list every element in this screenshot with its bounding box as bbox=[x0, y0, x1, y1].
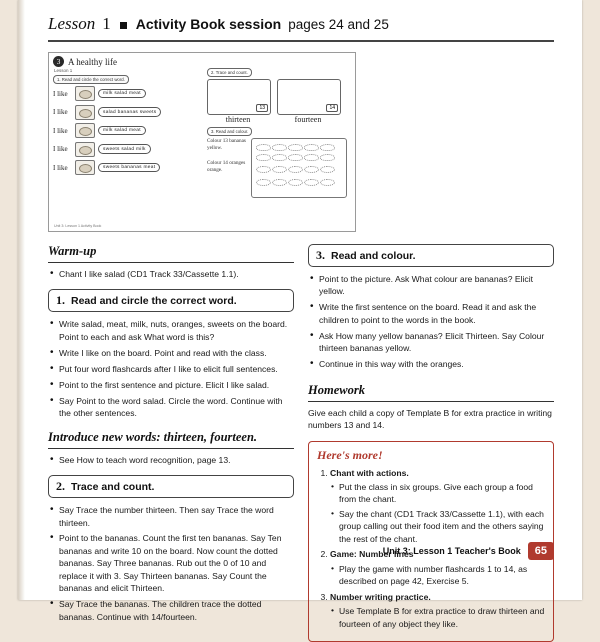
facsimile-task-3: 3. Read and colour. bbox=[207, 127, 252, 136]
step-2-list bbox=[48, 504, 294, 623]
right-column bbox=[308, 244, 554, 642]
list-item bbox=[53, 105, 203, 120]
list-item-text: Say Trace the bananas. The children trace the dotted bananas. Continue with 14/fourteen. bbox=[59, 599, 262, 622]
list-item bbox=[330, 591, 545, 630]
activity-book-facsimile bbox=[48, 52, 356, 232]
word-options: sweets bananas meat bbox=[98, 163, 160, 172]
step-3-list bbox=[308, 273, 554, 371]
list-item-text: Ask How many yellow bananas? Elicit Thirteen. Say Colour thirteen bananas yellow. bbox=[319, 330, 545, 354]
list-item bbox=[319, 330, 554, 355]
divider bbox=[48, 448, 294, 449]
step-title: Read and colour. bbox=[331, 250, 416, 262]
list-item bbox=[319, 273, 554, 298]
step-title: Read and circle the correct word. bbox=[71, 295, 237, 308]
step-1-header bbox=[48, 289, 294, 312]
list-item bbox=[339, 563, 545, 588]
facsimile-right-panel bbox=[207, 68, 347, 198]
orange-outline-icon bbox=[304, 166, 319, 173]
banana-outline-icon bbox=[256, 154, 271, 161]
list-item bbox=[53, 86, 203, 101]
page-footer-label: Unit 3: Lesson 1 Teacher's Book bbox=[382, 546, 521, 556]
banana-outline-icon bbox=[304, 154, 319, 161]
orange-outline-icon bbox=[256, 179, 271, 186]
list-item bbox=[59, 268, 294, 280]
list-item-text: Point to the bananas. Count the first ten bananas. Say Ten bananas and write 10 on the board. Now count the dotted bananas. Say Three bananas. Rub out the 0 of 10 and replace it with 3. Say Thirteen bananas. Say Count the bananas and elicit Thirteen. bbox=[59, 533, 282, 594]
food-picture-icon bbox=[75, 123, 95, 138]
list-item-text: Write the first sentence on the board. Read it and ask the children to point to the words in the book. bbox=[319, 302, 537, 325]
orange-outline-icon bbox=[320, 166, 335, 173]
food-picture-icon bbox=[75, 86, 95, 101]
food-picture-icon bbox=[75, 160, 95, 175]
book-page bbox=[18, 0, 582, 629]
i-like-label: I like bbox=[53, 108, 68, 116]
introduce-words-list bbox=[48, 454, 294, 466]
food-picture-icon bbox=[75, 142, 95, 157]
homework-heading: Homework bbox=[308, 382, 365, 397]
list-item bbox=[339, 605, 545, 630]
facsimile-task-2: 2. Trace and count. bbox=[207, 68, 252, 77]
activity-book-label: Activity Book session bbox=[135, 16, 282, 32]
warmup-list bbox=[48, 268, 294, 280]
lesson-word: Lesson bbox=[48, 14, 96, 33]
list-item-text: Chant I like salad (CD1 Track 33/Cassette 1.1). bbox=[59, 269, 239, 279]
number-word: fourteen bbox=[294, 115, 322, 124]
facsimile-task-1: 1. Read and circle the correct word. bbox=[53, 75, 129, 84]
step-3-header bbox=[308, 244, 554, 267]
list-item-text: Point to the picture. Ask What colour are bananas? Elicit yellow. bbox=[319, 274, 534, 297]
i-like-label: I like bbox=[53, 145, 68, 153]
list-item bbox=[59, 379, 294, 391]
orange-outline-icon bbox=[256, 166, 271, 173]
pages-label: pages 24 and 25 bbox=[288, 17, 389, 32]
list-item-text: Continue in this way with the oranges. bbox=[319, 359, 464, 370]
orange-count-box bbox=[277, 79, 341, 115]
list-item-text: Say Trace the number thirteen. Then say Trace the word thirteen. bbox=[59, 505, 274, 528]
list-item-text: Play the game with number flashcards 1 to 14, as described on page 42, Exercise 5. bbox=[339, 563, 528, 587]
list-item bbox=[319, 301, 554, 326]
page-header bbox=[48, 14, 554, 42]
list-item bbox=[59, 395, 294, 420]
banana-outline-icon bbox=[320, 154, 335, 161]
list-item bbox=[53, 123, 203, 138]
list-item-text: Write salad, meat, milk, nuts, oranges, sweets on the board. Point to each and ask What word is this? bbox=[59, 319, 288, 342]
banana-outline-icon bbox=[272, 154, 287, 161]
banana-outline-icon bbox=[256, 144, 271, 151]
colour-note-bananas: Colour 13 bananas yellow. bbox=[207, 138, 246, 152]
food-picture-icon bbox=[75, 105, 95, 120]
step-2-header bbox=[48, 475, 294, 498]
orange-outline-icon bbox=[272, 166, 287, 173]
colour-section bbox=[207, 138, 347, 198]
list-item bbox=[59, 347, 294, 359]
list-item bbox=[59, 532, 294, 594]
number-chip: 14 bbox=[326, 104, 338, 112]
list-item-text: Put four word flashcards after I like to elicit full sentences. bbox=[59, 363, 278, 374]
step-1-list bbox=[48, 318, 294, 419]
banana-count-box bbox=[207, 79, 271, 115]
list-item-text: Say Point to the word salad. Circle the word. Continue with the other sentences. bbox=[59, 395, 283, 419]
more-sub-list bbox=[330, 563, 545, 588]
orange-outline-icon bbox=[288, 166, 303, 173]
page-number: 65 bbox=[528, 542, 554, 560]
facsimile-left-panel bbox=[53, 68, 203, 198]
list-item bbox=[59, 504, 294, 529]
word-options: salad bananas sweets bbox=[98, 107, 161, 116]
orange-outline-icon bbox=[288, 179, 303, 186]
facsimile-title-row bbox=[49, 53, 355, 68]
more-sub-list bbox=[330, 605, 545, 630]
list-item-text: Put the class in six groups. Give each group a food from the chant. bbox=[339, 482, 533, 505]
word-options: milk salad meat bbox=[98, 126, 146, 135]
section-number-badge: 3 bbox=[53, 56, 64, 67]
step-number: 2. bbox=[56, 479, 65, 494]
facsimile-lesson-tag: Lesson 1 bbox=[54, 68, 73, 73]
left-column bbox=[48, 244, 294, 642]
word-options: sweets salad milk bbox=[98, 144, 151, 153]
facsimile-footer-tag: Unit 3: Lesson 1 Activity Book bbox=[54, 224, 102, 228]
number-word: thirteen bbox=[225, 115, 251, 124]
step-number: 3. bbox=[316, 248, 325, 262]
list-item-text: Write I like on the board. Point and read with the class. bbox=[59, 347, 267, 358]
introduce-words-heading: Introduce new words: thirteen, fourteen. bbox=[48, 429, 258, 444]
more-item-heading: Number writing practice. bbox=[330, 591, 431, 602]
banana-outline-icon bbox=[288, 154, 303, 161]
number-chip: 13 bbox=[256, 104, 268, 112]
facsimile-body bbox=[49, 68, 355, 198]
word-options: milk salad meat bbox=[98, 89, 146, 98]
list-item bbox=[59, 598, 294, 623]
list-item-text: Point to the first sentence and picture. Elicit I like salad. bbox=[59, 379, 270, 390]
i-like-label: I like bbox=[53, 126, 68, 135]
page-content bbox=[48, 14, 554, 629]
list-item bbox=[53, 160, 203, 175]
warmup-heading: Warm-up bbox=[48, 244, 97, 258]
banana-outline-icon bbox=[320, 144, 335, 151]
heres-more-title: Here's more! bbox=[317, 447, 383, 462]
more-item-heading: Chant with actions. bbox=[330, 467, 409, 478]
orange-outline-icon bbox=[272, 179, 287, 186]
list-item-text: Say the chant (CD1 Track 33/Cassette 1.1), with each group calling out their food item and the others saying the rest of the chant. bbox=[339, 508, 544, 544]
list-item bbox=[59, 363, 294, 375]
orange-outline-icon bbox=[320, 179, 335, 186]
step-number: 1. bbox=[56, 293, 65, 308]
orange-outline-icon bbox=[304, 179, 319, 186]
list-item bbox=[319, 358, 554, 370]
list-item bbox=[330, 467, 545, 546]
body-columns bbox=[48, 244, 554, 642]
list-item-text: Use Template B for extra practice to draw thirteen and fourteen of any object they like. bbox=[339, 606, 545, 629]
square-bullet-icon bbox=[120, 22, 127, 29]
homework-text: Give each child a copy of Template B for extra practice in writing numbers 13 and 14. bbox=[308, 407, 552, 431]
more-item-heading: Game: Number lines bbox=[330, 549, 414, 560]
banana-outline-icon bbox=[304, 144, 319, 151]
list-item bbox=[53, 142, 203, 157]
banana-outline-icon bbox=[272, 144, 287, 151]
divider bbox=[308, 401, 554, 402]
section-title: A healthy life bbox=[68, 56, 117, 67]
dotted-fruit-grid bbox=[251, 138, 347, 198]
list-item-text: See How to teach word recognition, page 13. bbox=[59, 454, 231, 465]
list-item bbox=[339, 508, 545, 545]
colour-note-oranges: Colour 14 oranges orange. bbox=[207, 160, 246, 174]
divider bbox=[48, 262, 294, 263]
more-sub-list bbox=[330, 481, 545, 545]
list-item bbox=[59, 318, 294, 343]
list-item bbox=[339, 481, 545, 506]
banana-orange-boxes bbox=[207, 79, 347, 124]
list-item bbox=[59, 454, 294, 466]
lesson-number: 1 bbox=[102, 14, 111, 33]
banana-outline-icon bbox=[288, 144, 303, 151]
page-footer bbox=[383, 542, 554, 560]
step-title: Trace and count. bbox=[71, 481, 155, 494]
i-like-label: I like bbox=[53, 89, 68, 98]
i-like-label: I like bbox=[53, 163, 68, 172]
